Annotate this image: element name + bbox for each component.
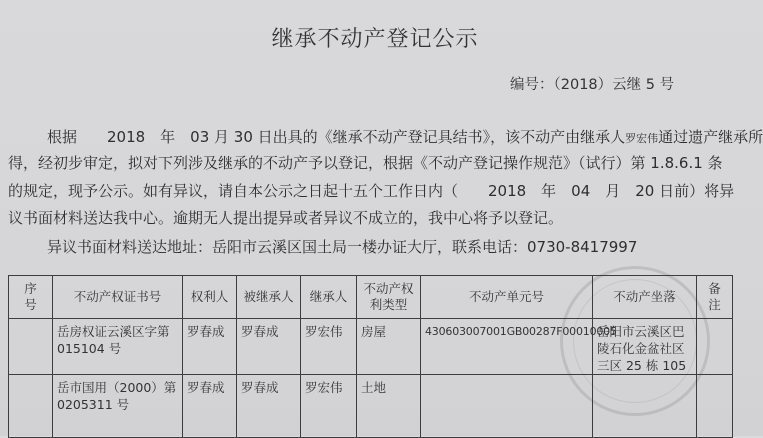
cell-type: 土地 [357,375,421,438]
cell-heir: 罗宏伟 [301,375,357,438]
cell-note [697,319,733,375]
paragraph-line-4: 议书面材料送达我中心。逾期无人提出提异或者异议不成立的，我中心将予以登记。 [8,209,564,227]
paragraph-line-1-text-b: 通过遗产继承所 [658,128,763,146]
header-location: 不动产坐落 [593,276,697,319]
cell-unit: 430603007001GB00287F00010005 [421,319,593,375]
cell-seq [9,375,53,438]
cell-heir: 罗宏伟 [301,319,357,375]
header-holder: 权利人 [183,276,237,319]
cell-note [697,375,733,438]
table-row [9,375,733,438]
paragraph-line-3: 的规定，现予公示。如有异议，请自本公示之日起十五个工作日内（ 2018 年 04 月 20 日前）将异 [8,182,735,200]
cell-holder: 罗春成 [183,375,237,438]
cell-decedent: 罗春成 [237,319,301,375]
header-cert: 不动产权证书号 [53,276,183,319]
notice-title: 继承不动产登记公示 [271,27,479,52]
header-type: 不动产权利类型 [357,276,421,319]
header-seq: 序号 [9,276,53,319]
paragraph-line-2: 得，经初步审定，拟对下列涉及继承的不动产予以登记，根据《不动产登记操作规范》（试行）第 1.8.6.1 条 [8,154,723,172]
header-unit: 不动产单元号 [421,276,593,319]
cell-decedent: 罗春成 [237,375,301,438]
cell-unit [421,375,593,438]
header-note: 备注 [697,276,733,319]
cell-location [593,375,697,438]
objection-address: 异议书面材料送达地址：岳阳市云溪区国土局一楼办证大厅，联系电话：0730-8417997 [47,238,638,256]
cell-location: 岳阳市云溪区巴陵石化金盆社区三区 25 栋 105 [593,319,697,375]
heir-name-inline: 罗宏伟 [625,132,659,145]
cell-cert: 岳房权证云溪区字第 015104 号 [53,319,183,375]
table-header-row [9,276,733,319]
cell-cert: 岳市国用（2000）第 0205311 号 [53,375,183,438]
paragraph-line-1 [47,126,763,147]
header-heir: 继承人 [301,276,357,319]
property-table [8,275,733,438]
cell-seq [9,319,53,375]
cell-type: 房屋 [357,319,421,375]
table-row [9,319,733,375]
cell-holder: 罗春成 [183,319,237,375]
header-decedent: 被继承人 [237,276,301,319]
paragraph-line-1-text-a: 根据 2018 年 03 月 30 日出具的《继承不动产登记具结书》，该不动产由继承人 [47,128,626,146]
document-number: 编号：（2018）云继 5 号 [510,77,675,93]
